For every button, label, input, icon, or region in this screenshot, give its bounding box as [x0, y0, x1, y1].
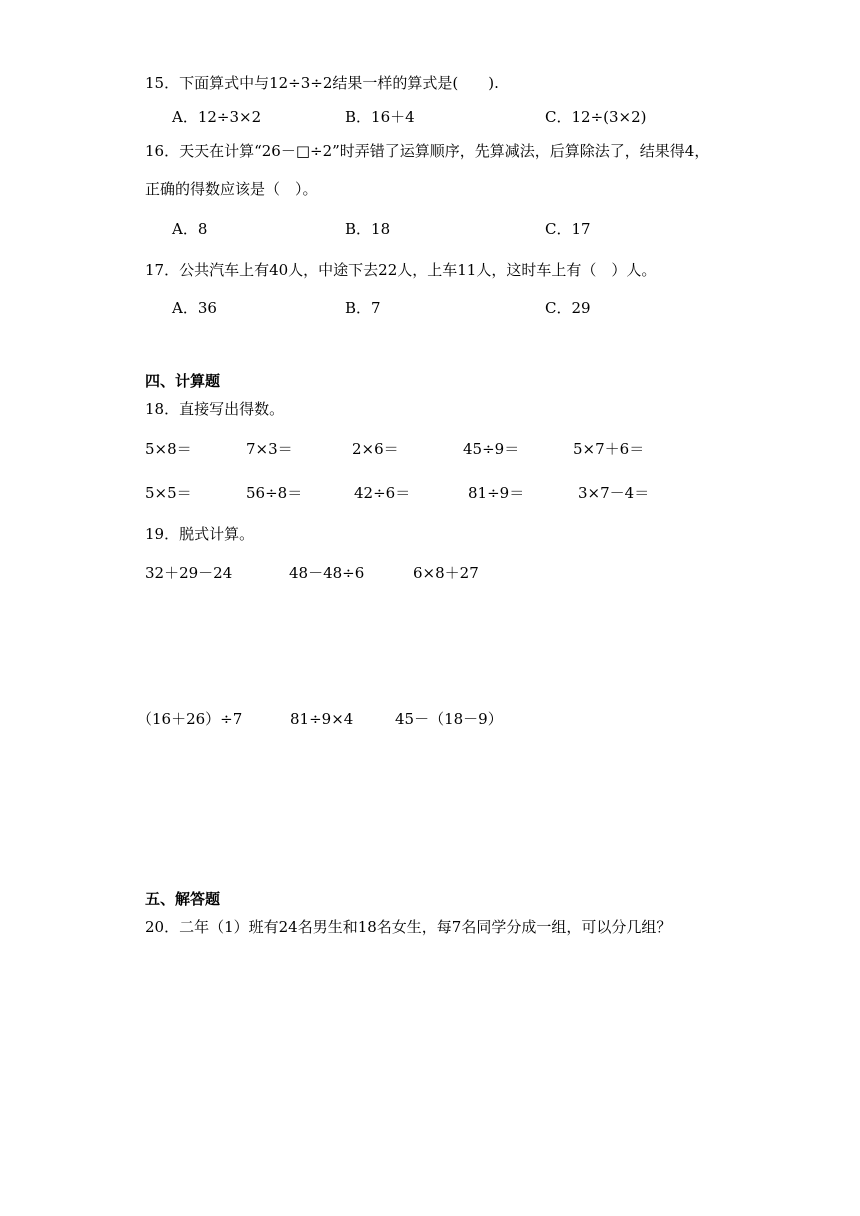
q18-r1-c1: 5×8＝	[145, 440, 192, 458]
q18-r2-c1: 5×5＝	[145, 484, 192, 502]
q16-option-c: C．17	[545, 220, 591, 238]
q18-r2-c2: 56÷8＝	[246, 484, 303, 502]
q15-option-c: C．12÷(3×2)	[545, 108, 647, 126]
q16-stem-line2: 正确的得数应该是（ ）。	[145, 180, 318, 198]
q17-stem: 17．公共汽车上有40人，中途下去22人，上车11人，这时车上有（ ）人。	[145, 261, 657, 279]
q15-option-a: A．12÷3×2	[172, 108, 262, 126]
q18-r1-c4: 45÷9＝	[463, 440, 520, 458]
q16-stem-line1: 16．天天在计算“26－□÷2”时弄错了运算顺序，先算减法，后算除法了，结果得4，	[145, 142, 710, 160]
q18-r2-c4: 81÷9＝	[468, 484, 525, 502]
section4-heading: 四、计算题	[145, 372, 221, 390]
q19-r2-c2: 81÷9×4	[290, 710, 354, 728]
q18-r2-c3: 42÷6＝	[354, 484, 411, 502]
q20-stem: 20．二年（1）班有24名男生和18名女生，每7名同学分成一组，可以分几组？	[145, 918, 672, 936]
q18-r1-c3: 2×6＝	[352, 440, 399, 458]
q18-r2-c5: 3×7－4＝	[578, 484, 650, 502]
q16-option-a: A．8	[172, 220, 208, 238]
q15-option-b: B．16＋4	[345, 108, 415, 126]
q18-r1-c5: 5×7＋6＝	[573, 440, 645, 458]
q19-stem: 19．脱式计算。	[145, 525, 255, 543]
section5-heading: 五、解答题	[145, 890, 221, 908]
q17-option-a: A．36	[172, 299, 217, 317]
q17-option-b: B．7	[345, 299, 381, 317]
q16-option-b: B．18	[345, 220, 391, 238]
q18-r1-c2: 7×3＝	[246, 440, 293, 458]
q19-r1-c1: 32＋29－24	[145, 564, 233, 582]
q17-option-c: C．29	[545, 299, 591, 317]
q19-r2-c1: （16＋26）÷7	[137, 710, 243, 728]
q19-r1-c3: 6×8＋27	[413, 564, 479, 582]
q19-r2-c3: 45－（18－9）	[395, 710, 503, 728]
q15-stem: 15．下面算式中与12÷3÷2结果一样的算式是( ).	[145, 74, 499, 92]
q18-stem: 18．直接写出得数。	[145, 400, 285, 418]
q19-r1-c2: 48－48÷6	[289, 564, 365, 582]
